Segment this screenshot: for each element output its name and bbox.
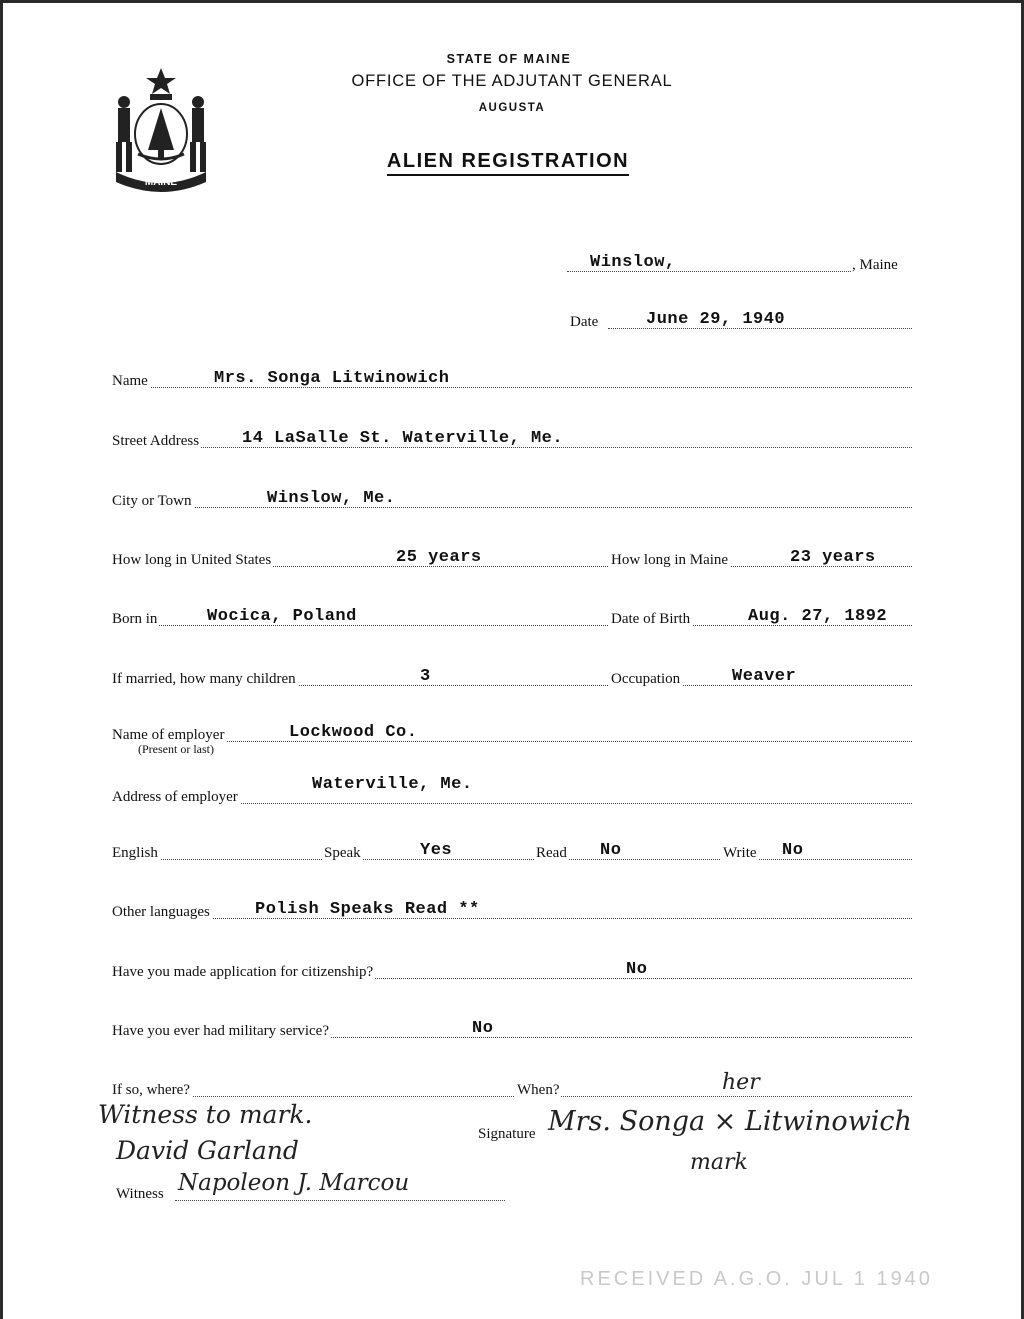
street-value: 14 LaSalle St. Waterville, Me.: [242, 429, 564, 448]
name-label: Name: [112, 373, 148, 389]
date-row: [112, 307, 912, 333]
place-value: Winslow,: [590, 253, 676, 272]
when-label: When?: [517, 1082, 560, 1098]
maine-duration-label: How long in Maine: [611, 552, 729, 568]
header-city: AUGUSTA: [478, 102, 546, 114]
occupation-value: Weaver: [732, 667, 797, 686]
other-languages-label: Other languages: [112, 904, 210, 920]
dob-label: Date of Birth: [611, 611, 691, 627]
us-duration-value: 25 years: [396, 548, 482, 567]
us-duration-label: How long in United States: [112, 552, 272, 568]
header-state: STATE OF MAINE: [446, 52, 572, 66]
other-languages-value: Polish Speaks Read **: [255, 900, 480, 919]
citizenship-value: No: [626, 960, 648, 979]
military-value: No: [472, 1019, 494, 1038]
employer-address-row: [112, 775, 912, 808]
children-label: If married, how many children: [112, 671, 296, 687]
street-label: Street Address: [112, 433, 200, 449]
witness-note: Witness to mark.: [98, 1100, 313, 1129]
employer-address-label: Address of employer: [112, 789, 238, 805]
english-row: [112, 838, 912, 864]
name-value: Mrs. Songa Litwinowich: [214, 369, 450, 388]
form-title: ALIEN REGISTRATION: [0, 150, 1020, 173]
signature-handwriting: Mrs. Songa × Litwinowich: [548, 1106, 912, 1137]
employer-address-value: Waterville, Me.: [312, 775, 473, 794]
employer-row: [112, 720, 912, 746]
read-value: No: [600, 841, 622, 860]
english-label: English: [112, 845, 158, 861]
name-row: [112, 366, 912, 392]
signature-label: Signature: [478, 1126, 536, 1142]
born-label: Born in: [112, 611, 158, 627]
date-value: June 29, 1940: [646, 310, 786, 329]
city-value: Winslow, Me.: [267, 489, 396, 508]
where-row: [112, 1075, 912, 1101]
speak-value: Yes: [420, 841, 453, 860]
witness-name-1: David Garland: [116, 1136, 299, 1165]
date-label: Date: [570, 314, 599, 330]
read-label: Read: [536, 845, 567, 861]
other-languages-row: [112, 897, 912, 923]
children-value: 3: [420, 667, 431, 686]
employer-label: Name of employer: [112, 727, 225, 743]
speak-label: Speak: [324, 845, 361, 861]
signature-her: her: [722, 1070, 760, 1095]
military-label: Have you ever had military service?: [112, 1023, 329, 1039]
header-office: OFFICE OF THE ADJUTANT GENERAL: [351, 72, 673, 90]
children-row: [112, 664, 912, 690]
citizenship-row: [112, 957, 912, 983]
city-label: City or Town: [112, 493, 192, 509]
svg-text:MAINE: MAINE: [144, 177, 178, 188]
place-row: [112, 250, 912, 276]
received-stamp: RECEIVED A.G.O. JUL 1 1940: [580, 1268, 933, 1290]
maine-duration-value: 23 years: [790, 548, 876, 567]
write-value: No: [782, 841, 804, 860]
city-row: [112, 486, 912, 512]
street-row: [112, 426, 912, 452]
occupation-label: Occupation: [611, 671, 681, 687]
dob-value: Aug. 27, 1892: [748, 607, 888, 626]
citizenship-label: Have you made application for citizenship?: [112, 964, 374, 980]
employer-value: Lockwood Co.: [289, 723, 418, 742]
duration-row: [112, 545, 912, 571]
military-row: [112, 1016, 912, 1042]
signature-mark: mark: [690, 1150, 748, 1175]
write-label: Write: [723, 845, 757, 861]
employer-sublabel: (Present or last): [138, 742, 214, 756]
born-row: [112, 604, 912, 630]
where-label: If so, where?: [112, 1082, 190, 1098]
witness-label: Witness: [116, 1186, 164, 1202]
place-suffix: , Maine: [852, 257, 898, 273]
born-value: Wocica, Poland: [207, 607, 357, 626]
witness-name-2: Napoleon J. Marcou: [178, 1170, 410, 1196]
